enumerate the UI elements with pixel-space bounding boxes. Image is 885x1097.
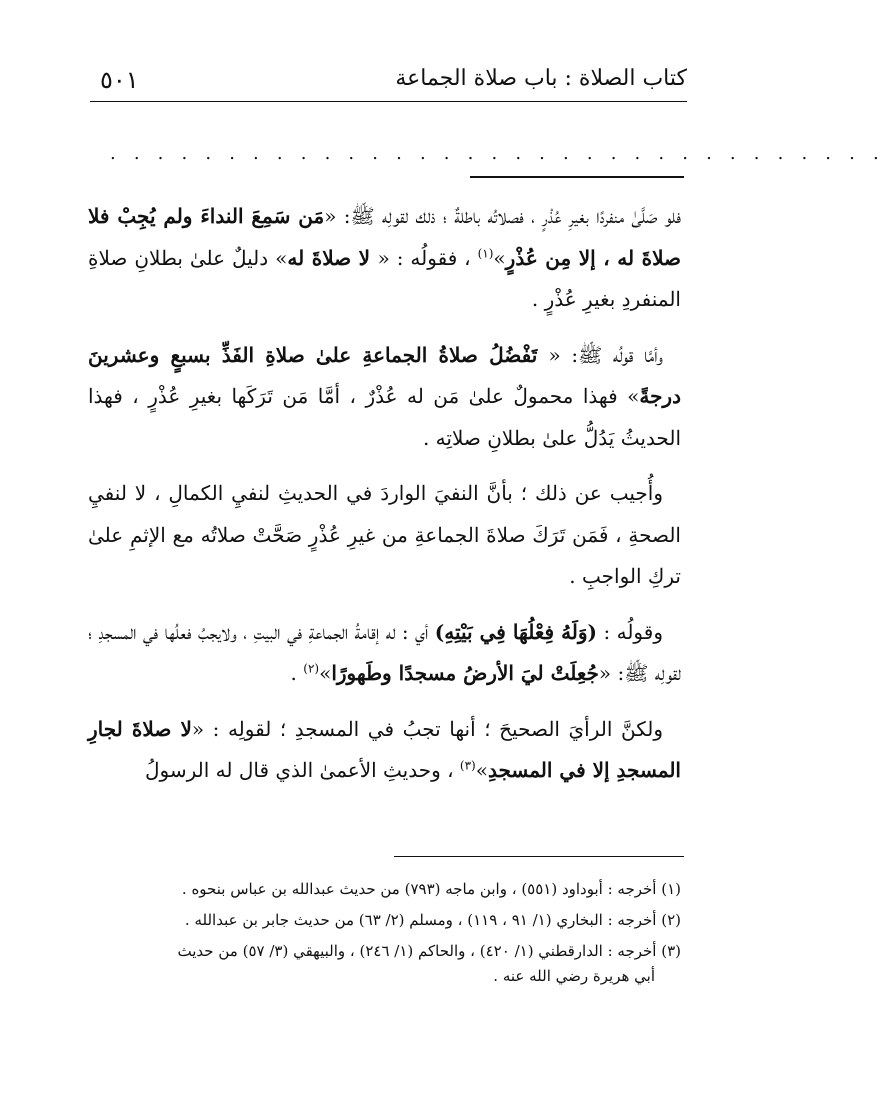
text-run: ، فقولُه : « <box>377 245 478 270</box>
elision-dots: . . . . . . . . . . . . . . . . . . . . . . . . . . . . . . . . . <box>110 143 885 164</box>
hadith-quote: لا صلاةَ لجارِ المسجدِ إلا في المسجدِ <box>88 716 681 782</box>
main-text <box>88 196 681 806</box>
text-run: ، وحديثِ الأعمىٰ الذي قال له الرسولُ <box>144 758 460 782</box>
paragraph-2 <box>88 335 681 460</box>
text-run: أي : له إقامةُ الجماعةِ في البيتِ ، ولايجبُ فعلُها في المسجدِ ؛ لقولِه ﷺ: « <box>88 619 681 685</box>
footnote-1: (١) أخرجه : أبوداود (٥٥١) ، وابن ماجه (٧٩٣) من حديث عبدالله بن عباس بنحوه . <box>181 880 681 898</box>
footnote-ref: (١) <box>477 245 494 260</box>
text-run: . <box>290 661 304 685</box>
footnotes <box>90 877 681 995</box>
hadith-quote: مَن سَمِعَ النداءَ ولم يُجِبْ فلا صلاةَ له ، إلا مِن عُذْرٍ <box>88 204 681 270</box>
footnote-ref: (٢) <box>303 661 320 676</box>
hadith-quote: جُعِلَتْ ليَ الأرضُ مسجدًا وطَهورًا <box>331 661 599 685</box>
text-run: ولكنَّ الرأيَ الصحيحَ ؛ أنها تجبُ في المسجدِ ؛ لقولِه : « <box>191 716 663 741</box>
footnote-3-line-2: أبي هريرة رضي الله عنه . <box>493 967 655 985</box>
hadith-quote: تَفْضُلُ صلاةُ الجماعةِ علىٰ صلاةِ الفَذِّ بسبعٍ وعشرينَ درجةً <box>88 342 681 408</box>
page-number: ٥٠١ <box>100 66 139 94</box>
footnote-divider <box>394 856 684 857</box>
footnote-3-line-1: (٣) أخرجه : الدارقطني (١/ ٤٢٠) ، والحاكم (١/ ٢٤٦) ، والبيهقي (٣/ ٥٧) من حديث <box>177 942 681 960</box>
paragraph-1 <box>88 196 681 321</box>
section-divider <box>470 176 684 178</box>
hadith-quote: لا صلاةَ له <box>287 245 378 270</box>
chapter-title: كتاب الصلاة : باب صلاة الجماعة <box>395 66 687 91</box>
paragraph-3 <box>88 473 681 598</box>
footnote-3 <box>90 939 681 989</box>
footnote-2: (٢) أخرجه : البخاري (١/ ٩١ ، ١١٩) ، ومسلم (٢/ ٦٣) من حديث جابر بن عبدالله . <box>184 911 681 929</box>
text-run: وأمَّا قولُه ﷺ: « <box>548 342 663 367</box>
running-header <box>90 58 687 102</box>
footnote-ref: (٣) <box>459 758 476 773</box>
text-run: » <box>319 661 332 685</box>
header-divider <box>90 101 687 102</box>
matn-quote: (وَلَهُ فِعْلُهَا فِي بَيْتِهِ) <box>434 619 598 644</box>
text-run: وأُجيب عن ذلك ؛ بأنَّ النفيَ الواردَ في الحديثِ لنفيِ الكمالِ ، لا لنفيِ الصحةِ ، فَمَن تَرَكَ صلاةَ الجماعةِ من غيرِ عُذْرٍ صَحَّتْ صلاتُه مع الإثمِ علىٰ تركِ الواجبِ . <box>88 481 681 588</box>
text-run: » دليلٌ علىٰ بطلانِ صلاةِ المنفردِ بغيرِ عُذْرٍ . <box>88 245 681 311</box>
text-run: فلو صَلَّىٰ منفردًا بغيرِ عُذْرٍ ، فصلاتُه باطلةٌ ؛ ذلك لقولِه ﷺ: « <box>324 204 681 228</box>
paragraph-5 <box>88 709 681 792</box>
text-run: » <box>475 758 488 782</box>
text-run: » <box>493 245 506 270</box>
paragraph-4 <box>88 612 681 695</box>
text-run: وقولُه : <box>597 619 663 644</box>
text-run: » فهذا محمولٌ علىٰ مَن له عُذْرٌ ، أمَّا مَن تَرَكَها بغيرِ عُذْرٍ ، فهذا الحديثُ يَدُلُّ علىٰ بطلانِ صلاتِه . <box>88 384 681 450</box>
